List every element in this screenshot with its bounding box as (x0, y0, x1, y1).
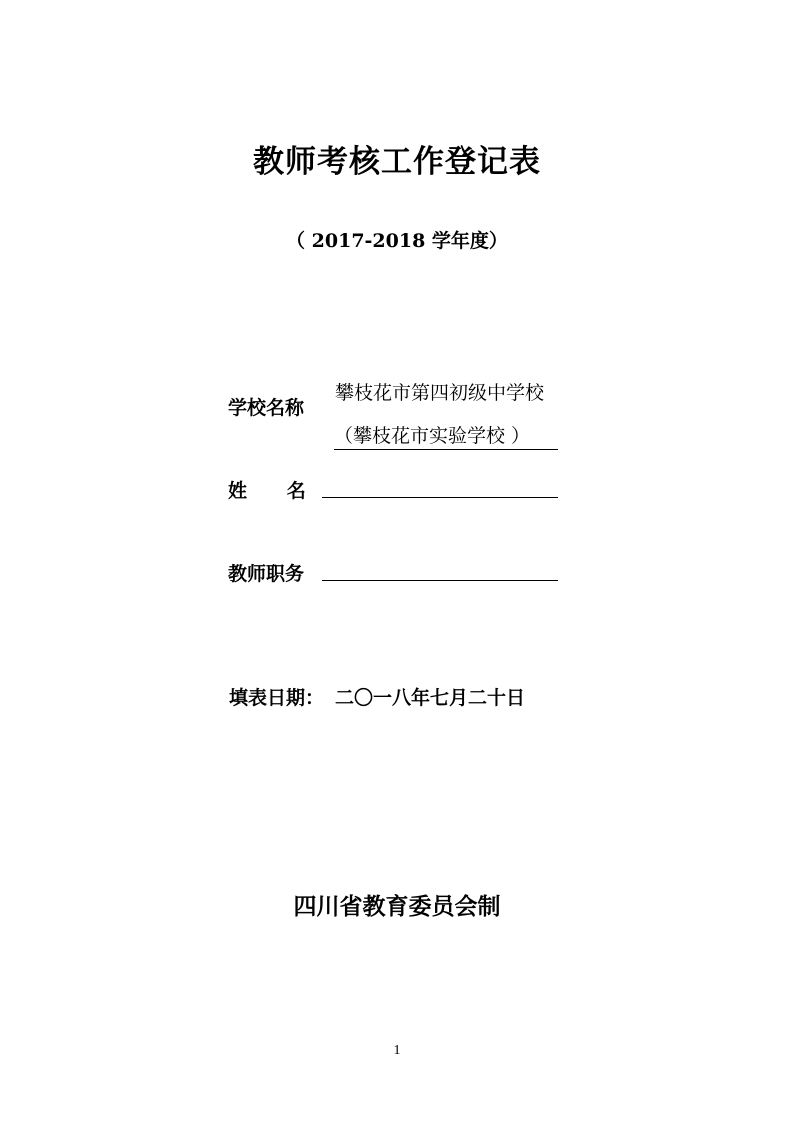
school-name-value-line2: （攀枝花市实验学校 ） (334, 421, 558, 450)
name-label: 姓 名 (228, 480, 306, 502)
position-label: 教师职务 (228, 563, 305, 585)
academic-year: （ 2017-2018 学年度） (286, 230, 508, 252)
position-field-line[interactable] (322, 580, 558, 581)
fill-date-value: 二〇一八年七月二十日 (335, 687, 526, 709)
fill-date-label: 填表日期： (229, 687, 325, 709)
school-name-value-line1: 攀枝花市第四初级中学校 (335, 382, 545, 404)
page-number: 1 (393, 1043, 401, 1058)
name-field-line[interactable] (322, 497, 558, 498)
issuer-text: 四川省教育委员会制 (293, 893, 501, 920)
document-title: 教师考核工作登记表 (253, 144, 541, 180)
school-name-label: 学校名称 (228, 397, 305, 419)
